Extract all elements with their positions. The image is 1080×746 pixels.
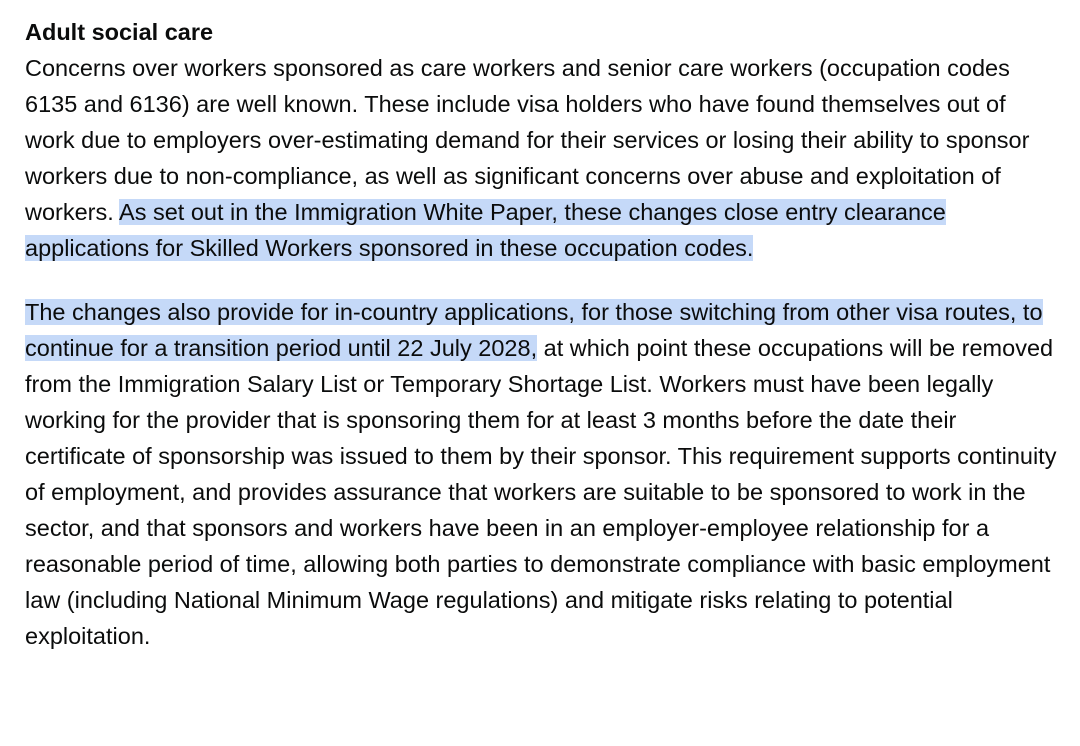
document-body — [25, 14, 1061, 654]
paragraph-1 — [25, 50, 1061, 266]
paragraph-1-selected-text[interactable]: As set out in the Immigration White Paper, these changes close entry clearance applications for Skilled Workers sponsored in these occupation codes. — [25, 199, 946, 261]
paragraph-1-text: Concerns over workers sponsored as care workers and senior care workers (occupation codes 6135 and 6136) are well known. These include visa holders who have found themselves out of work due to employers over-estimating demand for their services or losing their ability to sponsor workers due to non-compliance, as well as significant concerns over abuse and exploitation of workers. — [25, 55, 1030, 225]
paragraph-2-text: at which point these occupations will be removed from the Immigration Salary List or Temporary Shortage List. Workers must have been legally working for the provider that is sponsoring them for at least 3 months before the date their certificate of sponsorship was issued to them by their sponsor. This requirement supports continuity of employment, and provides assurance that workers are suitable to be sponsored to work in the sector, and that sponsors and workers have been in an employer-employee relationship for a reasonable period of time, allowing both parties to demonstrate compliance with basic employment law (including National Minimum Wage regulations) and mitigate risks relating to potential exploitation. — [25, 335, 1057, 649]
paragraph-2 — [25, 294, 1061, 654]
paragraph-2-selected-text[interactable]: The changes also provide for in-country applications, for those switching from other visa routes, to continue for a transition period until 22 July 2028, — [25, 299, 1043, 361]
section-heading: Adult social care — [25, 19, 214, 45]
